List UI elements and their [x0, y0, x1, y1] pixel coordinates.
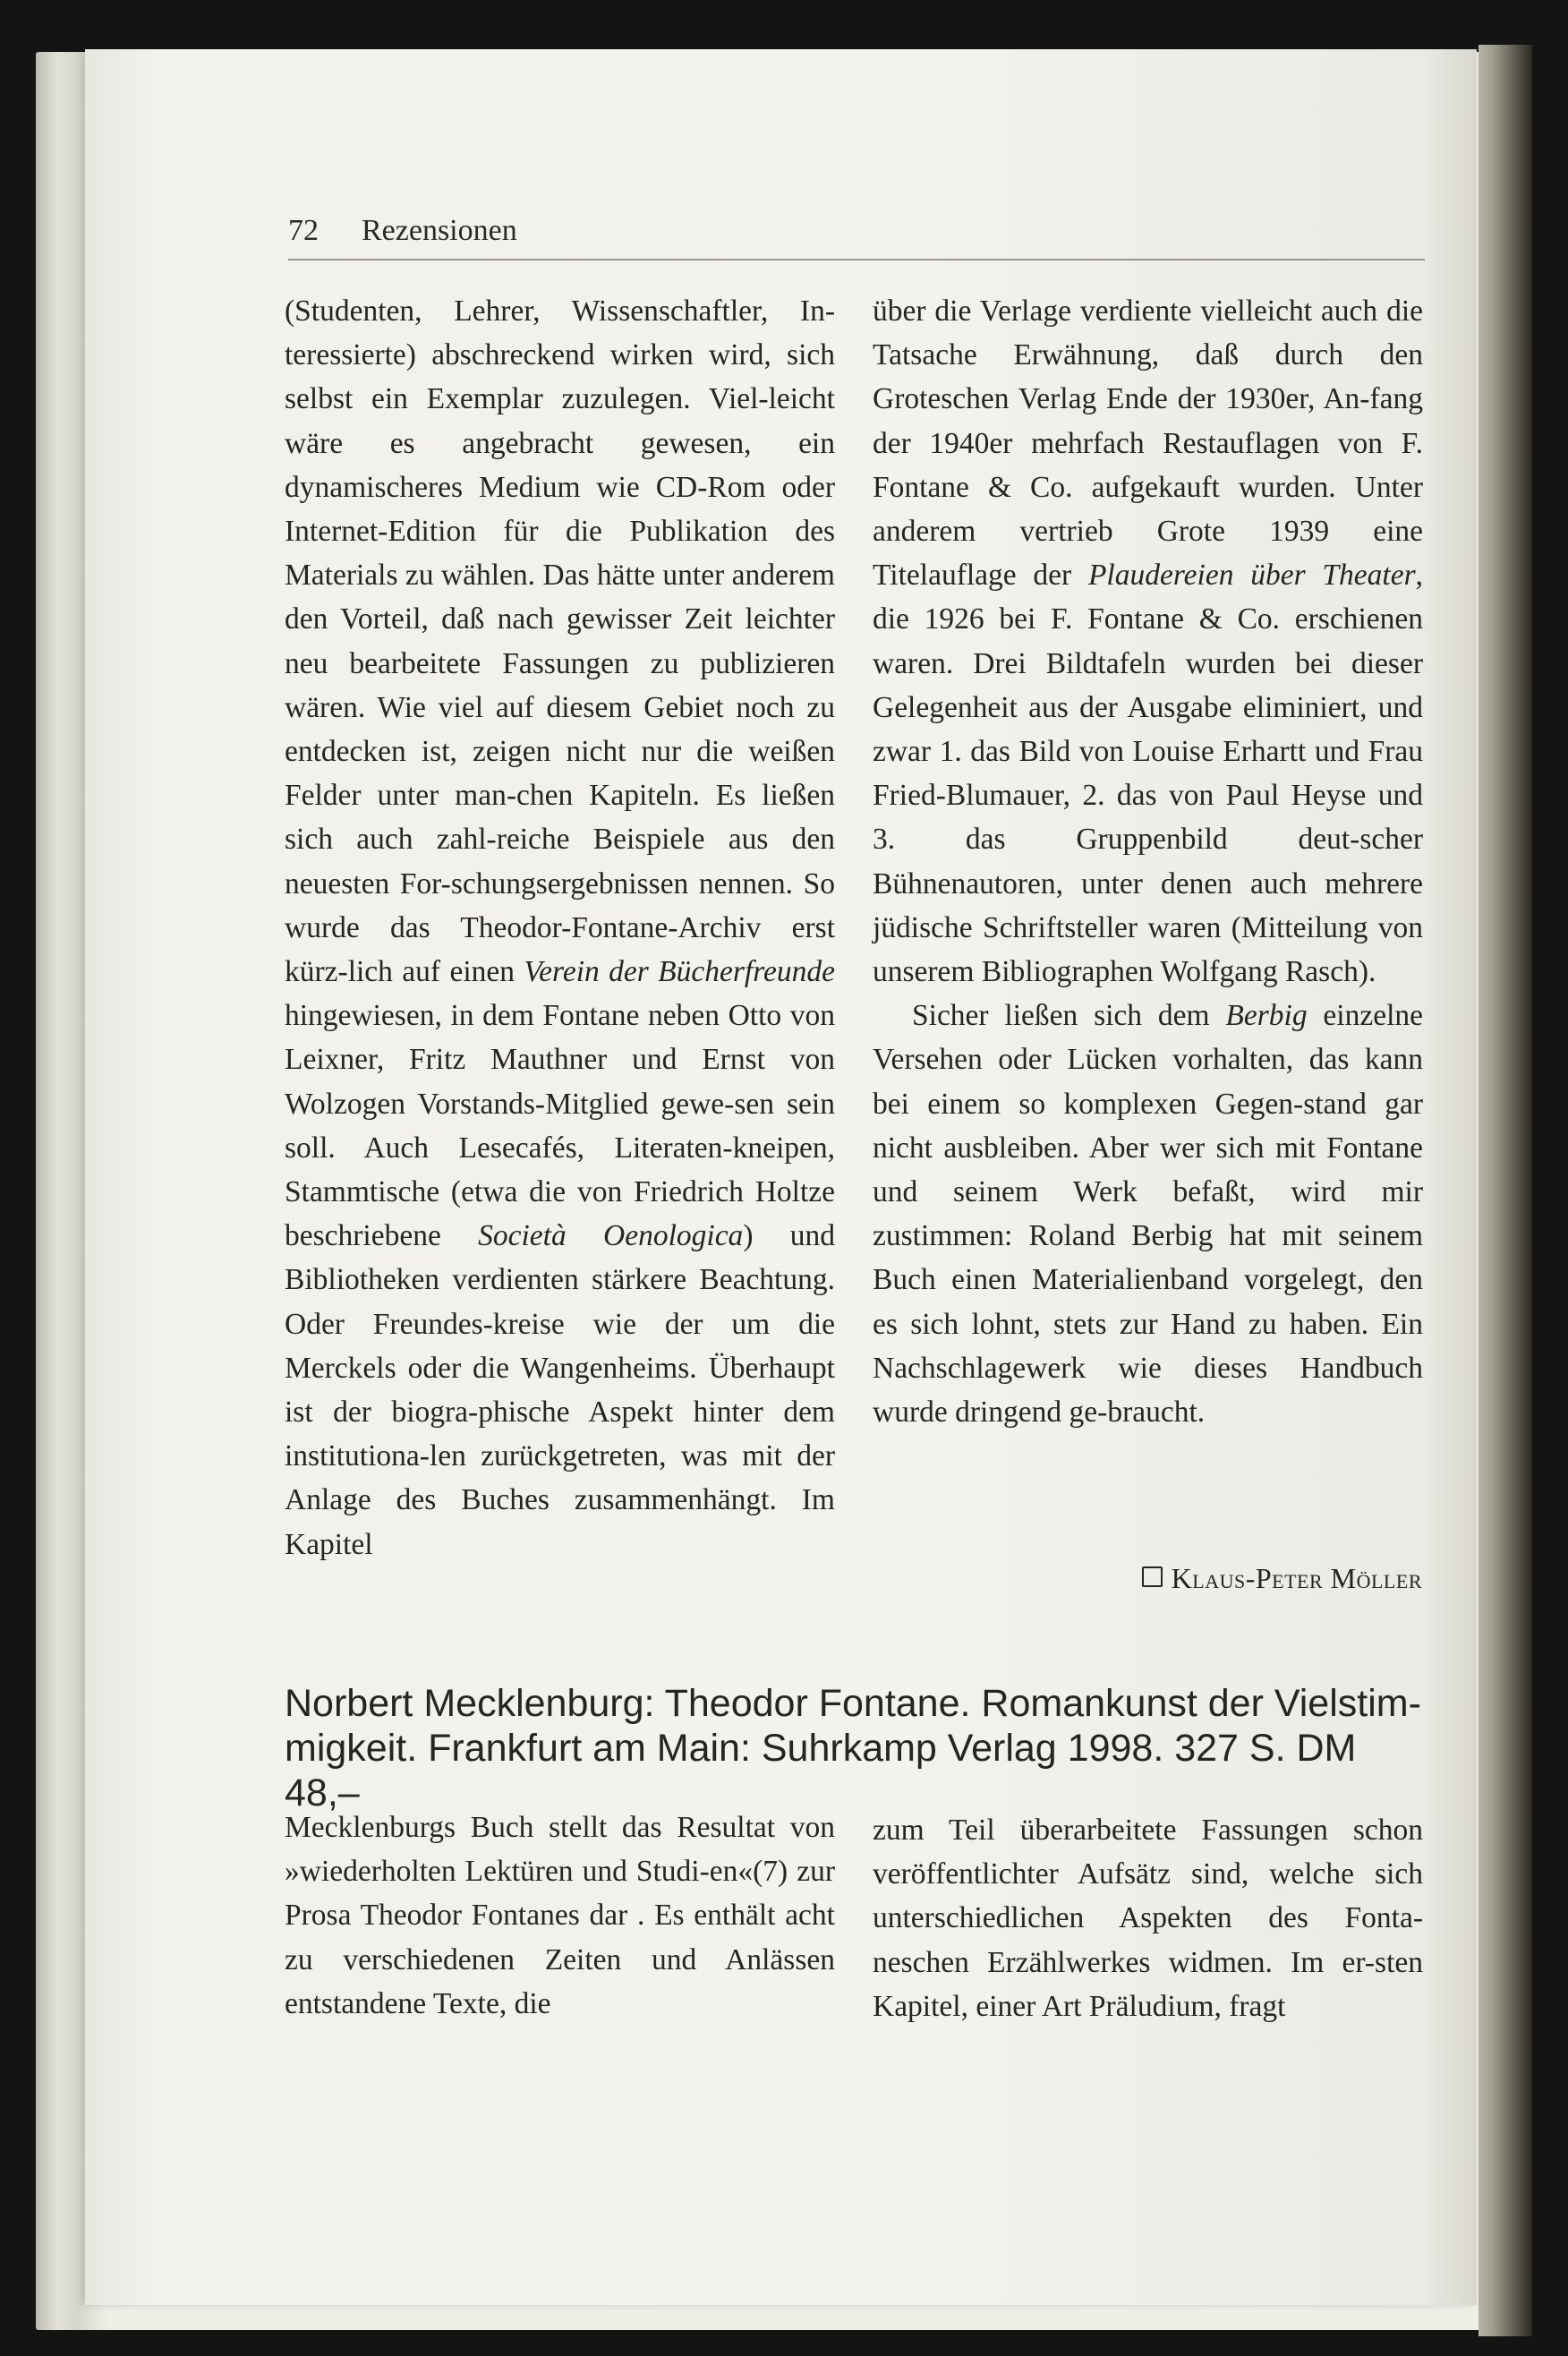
text-line: sten Kapitel, einer Art Präludium, fragt: [873, 1945, 1423, 2023]
text-line: Sicher ließen sich dem: [912, 999, 1226, 1033]
text-line: Paul Heyse und 3. das Gruppenbild deut-: [873, 779, 1423, 857]
text-line: und zwar 1. das Bild von Louise Erhartt: [873, 690, 1423, 769]
paragraph: [873, 994, 1423, 1434]
square-bullet-icon: [1142, 1566, 1163, 1587]
text-line: phische Aspekt hinter dem institutiona-: [285, 1396, 835, 1473]
text-line: Titelauflage der: [873, 559, 1088, 593]
text-line: des Buches zusammenhängt. Im Kapitel: [285, 1483, 835, 1561]
text-line: fang der 1940er mehrfach Restauflagen: [873, 382, 1423, 460]
text-line: len zurückgetreten, was mit der Anlage: [285, 1439, 835, 1517]
text-line: veröffentlichter Aufsätz sind, welche sich: [873, 1857, 1423, 1891]
text-line: teressierte) abschreckend wirken wird,: [285, 338, 771, 372]
text-line: Es enthält acht zu verschiedenen Zeiten: [285, 1899, 835, 1976]
text-line: stärkere Beachtung. Oder Freundes-: [285, 1263, 835, 1341]
italic-title: Oenologica: [603, 1219, 744, 1253]
book-spine: [1479, 45, 1532, 2336]
text-line: sen sein soll. Auch Lesecafés, Literaten-: [285, 1087, 835, 1165]
text-line: waren. Drei Bildtafeln wurden bei dieser: [873, 646, 1423, 680]
text-line: Gelegenheit aus der Ausgabe eliminiert,: [873, 690, 1368, 724]
text-line: neschen Erzählwerkes widmen. Im er-: [873, 1945, 1376, 1979]
text-line: schungsergebnissen nennen. So wurde: [285, 866, 835, 944]
text-line: Wolfgang Rasch).: [1160, 955, 1376, 989]
text-line: mit Fontane und seinem Werk befaßt,: [873, 1131, 1423, 1209]
author-name: Klaus-Peter Möller: [1171, 1562, 1422, 1594]
text-line: wird mir zustimmen: Roland Berbig hat: [873, 1175, 1423, 1253]
text-line: (Studenten, Lehrer, Wissenschaftler, In-: [285, 294, 835, 328]
text-line: zum Teil überarbeitete Fassungen schon: [873, 1814, 1423, 1847]
text-line: Wangenheims. Überhaupt ist der biogra-: [285, 1351, 835, 1430]
text-line: hingewiesen, in dem Fontane neben Otto: [285, 999, 782, 1033]
running-header: [288, 212, 1425, 260]
text-column-right-lower: [873, 1808, 1423, 2028]
text-line: von F. Fontane & Co. aufgekauft wurden.: [873, 426, 1424, 504]
text-line: chen Kapiteln. Es ließen sich auch zahl-: [285, 779, 835, 857]
paragraph: [873, 289, 1423, 994]
text-line: von Leixner, Fritz Mauthner und Ernst: [285, 999, 836, 1077]
review-heading: [285, 1681, 1430, 1815]
section-title: Rezensionen: [362, 214, 517, 247]
text-line: stand gar nicht ausbleiben. Aber wer sich: [873, 1087, 1423, 1165]
text-line: die 1926 bei F. Fontane & Co. erschienen: [873, 602, 1423, 636]
text-line: sich selbst ein Exemplar zuzulegen. Viel-: [285, 338, 835, 416]
text-column-left-lower: [285, 1805, 835, 2026]
text-line: kann bei einem so komplexen Gegen-: [873, 1043, 1423, 1121]
text-line: Unter anderem vertrieb Grote 1939 eine: [873, 470, 1423, 549]
text-line: Zeit leichter neu bearbeitete Fassungen: [285, 602, 835, 680]
text-line: vorgelegt, den es sich lohnt, stets zur: [873, 1263, 1423, 1341]
text-line: kreise wie der um die Merckels oder die: [285, 1307, 835, 1385]
text-line: das Theodor-Fontane-Archiv erst kürz-: [285, 910, 836, 989]
text-line: und Frau Fried-Blumauer, 2. das von: [873, 735, 1424, 813]
italic-title: Plaudereien über Theater: [1087, 559, 1416, 593]
text-line: Versehen oder Lücken vorhalten, das: [873, 1043, 1350, 1077]
text-column-left-upper: [285, 289, 835, 1566]
text-line: von Wolzogen Vorstands-Mitglied gewe-: [285, 1043, 836, 1121]
review-signature: [1142, 1562, 1422, 1595]
text-line: von »wiederholten Lektüren und Studi-: [285, 1811, 835, 1889]
text-column-right-upper: [873, 289, 1423, 1434]
text-line: einzelne: [1307, 999, 1423, 1033]
page-number: 72: [288, 214, 319, 247]
italic-title: Società: [478, 1219, 567, 1253]
text-line: mit seinem Buch einen Materialienband: [873, 1219, 1424, 1297]
text-line: zu publizieren wären. Wie viel auf diesem: [285, 646, 836, 724]
text-line: scher Bühnenautoren, unter denen auch: [873, 823, 1423, 901]
text-line: Gebiet noch zu entdecken ist, zeigen: [285, 690, 835, 769]
text-line: dynamischeres Medium wie CD-Rom: [285, 470, 766, 504]
text-line: (Mitteilung von unserem Bibliographen: [873, 910, 1423, 989]
text-line: Friedrich Holtze beschriebene: [285, 1175, 836, 1253]
text-line: leicht wäre es angebracht gewesen, ein: [285, 382, 835, 460]
text-line: Hand zu haben. Ein Nachschlagewerk: [873, 1307, 1423, 1385]
text-line: nicht nur die weißen Felder unter man-: [285, 735, 835, 813]
text-line: Groteschen Verlag Ende der 1930er, An-: [873, 382, 1370, 416]
paragraph: [873, 1808, 1423, 2028]
text-line: und Anlässen entstandene Texte, die: [285, 1942, 835, 2020]
text-line: mehrere jüdische Schriftsteller waren: [873, 866, 1423, 944]
text-line: unterschiedlichen Aspekten des Fonta-: [873, 1901, 1423, 1935]
text-line: Mecklenburgs Buch stellt das Resultat: [285, 1811, 776, 1844]
text-line: des Materials zu wählen. Das hätte unter: [285, 515, 835, 593]
text-line: über die Verlage verdiente vielleicht auch: [873, 294, 1378, 328]
text-line: ,: [1415, 559, 1423, 593]
paragraph: [285, 1805, 835, 2026]
text-line: ) und Bibliotheken verdienten: [285, 1219, 835, 1297]
text-line: lich auf einen: [347, 955, 524, 989]
text-line: reiche Beispiele aus den neuesten For-: [285, 823, 835, 901]
italic-title: Berbig: [1225, 999, 1308, 1033]
text-line: die Tatsache Erwähnung, daß durch den: [873, 294, 1424, 372]
text-line: en«(7) zur Prosa Theodor Fontanes dar .: [285, 1855, 835, 1933]
text-line: wie dieses Handbuch wurde dringend ge-: [873, 1351, 1424, 1430]
heading-line: Norbert Mecklenburg: Theodor Fontane. Romankunst der Vielstim-: [285, 1682, 1421, 1725]
heading-line: migkeit. Frankfurt am Main: Suhrkamp Verlag 1998. 327 S. DM 48,–: [285, 1727, 1357, 1814]
text-line: oder Internet-Edition für die Publikation: [285, 470, 835, 549]
paragraph: [285, 289, 835, 1566]
text-line: kneipen, Stammtische (etwa die von: [285, 1131, 835, 1209]
italic-title: Verein der Bücherfreunde: [524, 955, 835, 989]
text-line: anderem den Vorteil, daß nach gewisser: [285, 559, 835, 636]
text-line: braucht.: [1107, 1396, 1206, 1430]
